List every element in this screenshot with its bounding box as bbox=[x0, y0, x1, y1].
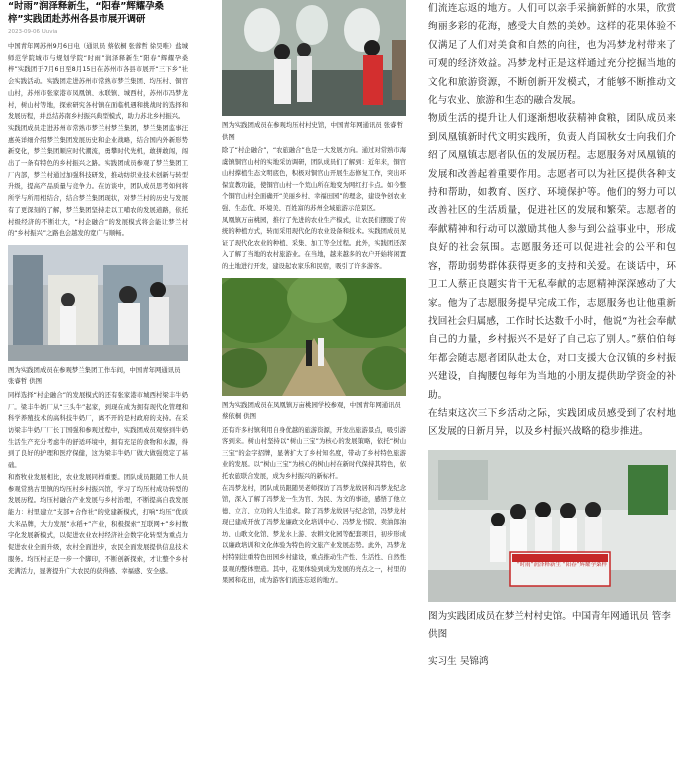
author-credit: 实习生 吴锦鸿 bbox=[428, 655, 489, 667]
paragraph: 还有许多村镇利用自身优越的旅游资源，开发出旅游景点，吸引游客到来。树山村坚持以“树山三宝”为核心的发展策略，依托“树山三宝”的金字招牌，显著扩大了乡村知名度，带动了乡村特色旅游业的发展。以“树山三宝”为核心的树山村在新时代保持其特色，依托农旅联合发展，成为乡村振兴的新标杆。 bbox=[222, 426, 406, 480]
photo-caption: 图为实践团成员在参观均压村村史馆，中国青年网通讯员 张睿哲 供图 bbox=[222, 121, 403, 141]
article-title: “时雨”润泽释新生，“阳春”辉耀孕桑梓”实践团赴苏州各县市展开调研 bbox=[8, 1, 164, 25]
paragraph: 除了“村企融合”，“农旅融合”也是一大发展方向。通过对常熟市海虞镇铜官山村的实地采访调研，团队成员们了解到：近年来，铜官山村撑植生态文明底色，积极对铜官山开展生态修复工作，突出环保宣教功能，使铜官山村一个荒山所在地变为网红打卡点。如今整个铜官山村全面确开“美丽乡村、幸福田园”的理念，建设争创农业强、生态优、环境美、百姓富的苏州全域旅游示范景区。 bbox=[222, 147, 406, 212]
paragraph: 和畜牧业发展相比，农业发展同样重要。团队成员跟随工作人员参观常熟古里镇的均压村乡村振兴馆，学习了均压村成功转型的发展历程。均压村融合产业发展与乡村治理，不断提高自我发展能力：村里建立“支部+合作社”的党建新模式，打响“均压”优质大米品牌，大力发展“水稻+”产业，积极探索“互联网+”乡村数字化发展新模式，以促进农业农村经济社会数字化转型为重点力促进农业全面升级，农村全面进步，农民全面发展提供信息技术服务。均压村正是一步一个脚印，不断创新探索，才让整个乡村充满活力，显著提升广大农民的获得感、幸福感、安全感。 bbox=[8, 473, 188, 575]
photo-factory-workshop bbox=[8, 245, 188, 361]
paragraph: 中国青年网苏州9月6日电（通讯员 蔡依桐 张蓉哲 徐昊唯）盐城师范学院城市与规划学院“时雨”润泽释新生“阳春”辉耀孕桑梓”实践团于7月6日至8月15日在苏州市各县市展开“三下乡”社会实践活动。实践团走进苏州市常熟市梦兰集团、均压村、铜官山村，苏州市张家港市凤凰镇、永联镇、城西村，苏州市冯梦龙村，树山村等地，探索研究各村镇在面临机遇和挑战时的选择和发展历程，并总结苏南乡村振兴典型模式，助力苏北乡村振兴。 bbox=[8, 43, 188, 121]
photo-peach-orchard bbox=[222, 278, 406, 396]
column-right bbox=[428, 0, 676, 769]
paragraph: 同样选择“村企融合”的发展模式的还有张家港市城西村梁丰牛奶厂。梁丰牛奶厂从“三头牛”起家，到现在成为拥有现代化管理和科学养殖技术的高科技牛奶厂，离不开的是村政府的支持。在采访梁丰牛奶厂厂长丁国强和参观过程中，实践团成员观察到牛奶生活生产充分考虑牛的舒适环境中，拥有充足的食物和水源，得到了良好的护理和医疗保健，这为梁丰牛奶厂做大做强奠定了基础。 bbox=[8, 391, 188, 470]
banner-text: “时雨”润泽释新生 “阳春”辉耀孕桑梓 bbox=[516, 562, 607, 569]
column-middle bbox=[222, 0, 406, 769]
column-left bbox=[8, 0, 188, 769]
photo-caption: 图为实践团成员在梦兰村村史馆。中国青年网通讯员 管李 供图 bbox=[428, 610, 671, 641]
paragraph: 物质生活的提升让人们逐渐想收获精神食粮，团队成员来到凤凰镇新时代文明实践所，负责人肖国秋女士向我们介绍了凤凰镇志愿者队伍的发展历程。志愿服务对凤凰镇的发展和改善起着重要作用。志愿者可以为社区提供各种支持和帮助，如教育、医疗、环境保护等。他们的努力可以改善社区的生活质量，促进社区的发展和繁荣。志愿者的奉献精神和行动可以激励其他人参与到公益事业中，形成良好的社会氛围。志愿服务还可以促进社会的公平和包容，帮助弱势群体获得更多的支持和关爱。在谈话中，环卫工人蔡正良题实肯干无私奉献的志愿精神深深感动了大家。他为了志愿服务提早完成工作，志愿服务也让他重新找回社会归属感，工作时长达数千小时，他说“为社会奉献自己的力量，乡村振兴不是好了自己忘了别人。”蔡伯伯每年都会随志愿者团队赴太仓，对口支援大仓汉镇的乡村振兴建设，自掏腰包每年为当地的小朋友提供助学资金的补助。 bbox=[428, 113, 676, 401]
photo-group-banner bbox=[428, 450, 676, 602]
photo-caption: 图为实践团成员在凤凰镇万亩桃园学校参观，中国青年网通讯员 蔡依桐 供图 bbox=[222, 400, 401, 421]
photo-caption: 图为实践团成员在参观梦兰集团工作车间，中国青年网通讯员 张睿哲 供图 bbox=[8, 365, 181, 386]
paragraph: 们流连忘返的地方。人们可以亲手采摘新鲜的水果，欣赏绚丽多彩的花海，感受大自然的美妙。这样的花果体验不仅满足了人们对美食和自然的向往，也为冯梦龙村带来了可观的经济效益。冯梦龙村正是这样通过充分挖掘当地的文化和旅游资源，不断创新开发模式，才能够不断推动文化与农业、旅游和生态的融合发展。 bbox=[428, 3, 676, 107]
paragraph: 实践团成员走进苏州市常熟市梦兰村梦兰集团，梦兰集团监事汪惠英详细介绍梦兰集团发展历史和企业战略，结合国内外新形势新变化，梦兰集团顺应时代潮流，勇攀时代先机，敢拼敢闯，闯出了一条有特色的乡村振兴之路。实践团成员参观了梦兰集团工厂内部，梦兰村通过加强科技研发，推动纺织业技术创新与转型升级，提高产品质量与竞争力。在访谈中，团队成员思考如何将所学与所用相结合，结合梦兰集团现状，对梦兰村的历史与发展有了更深刻的了解，梦兰集团坚持走以工哺农的发展道路，依托村级经济的不断壮大，“村企融合”的发展模式将会能让梦兰村的“乡村振兴”之路也会越发的宽广与顺畅。 bbox=[8, 124, 188, 238]
photo-village-history-museum bbox=[222, 0, 406, 116]
publish-date: 2023-09-06 Uuvia bbox=[8, 29, 58, 35]
paragraph: 凤凰镇万亩桃园，推行了先进的农业生产模式，让农民们摆脱了传统的种植方式，转而采用现代化的农业设备和技术。实践团成员见证了现代化农业的种植、采集、加工等全过程。此外，实践团还深入了解了当地的农村旅游业。在当地，越来越多的农户开始将闲置的土地进行开发，建设起农家乐和民宿，吸引了许多游客。 bbox=[222, 216, 406, 270]
paragraph: 在冯梦龙村，团队成员跟随吴老师探访了冯梦龙故居和冯梦龙纪念馆，深入了解了冯梦龙一生为官、为民、为文的事迹，感悟了他立德、立言、立功的人生追求。除了冯梦龙故居与纪念馆，冯梦龙村现已建成开放了冯梦龙廉政文化培训中心、冯梦龙书院、卖油郎油坊、山歌文化馆、梦龙水上游、农耕文化园等配套项目，初步形成以廉政培训和文化体验为特色的文旅产业发展态势。此外，冯梦龙村特别注重特色田园乡村建设，重点推动生产性、生活性、自然性景观的整体塑造。其中，花果体验到成为发展的亮点之一，村里的果园和花田，成为游客们流连忘返的地方。 bbox=[222, 484, 406, 585]
paragraph: 在结束这次三下乡活动之际，实践团成员感受到了农村地区发展的日新月异，以及乡村振兴战略的稳步推进。 bbox=[428, 407, 676, 438]
